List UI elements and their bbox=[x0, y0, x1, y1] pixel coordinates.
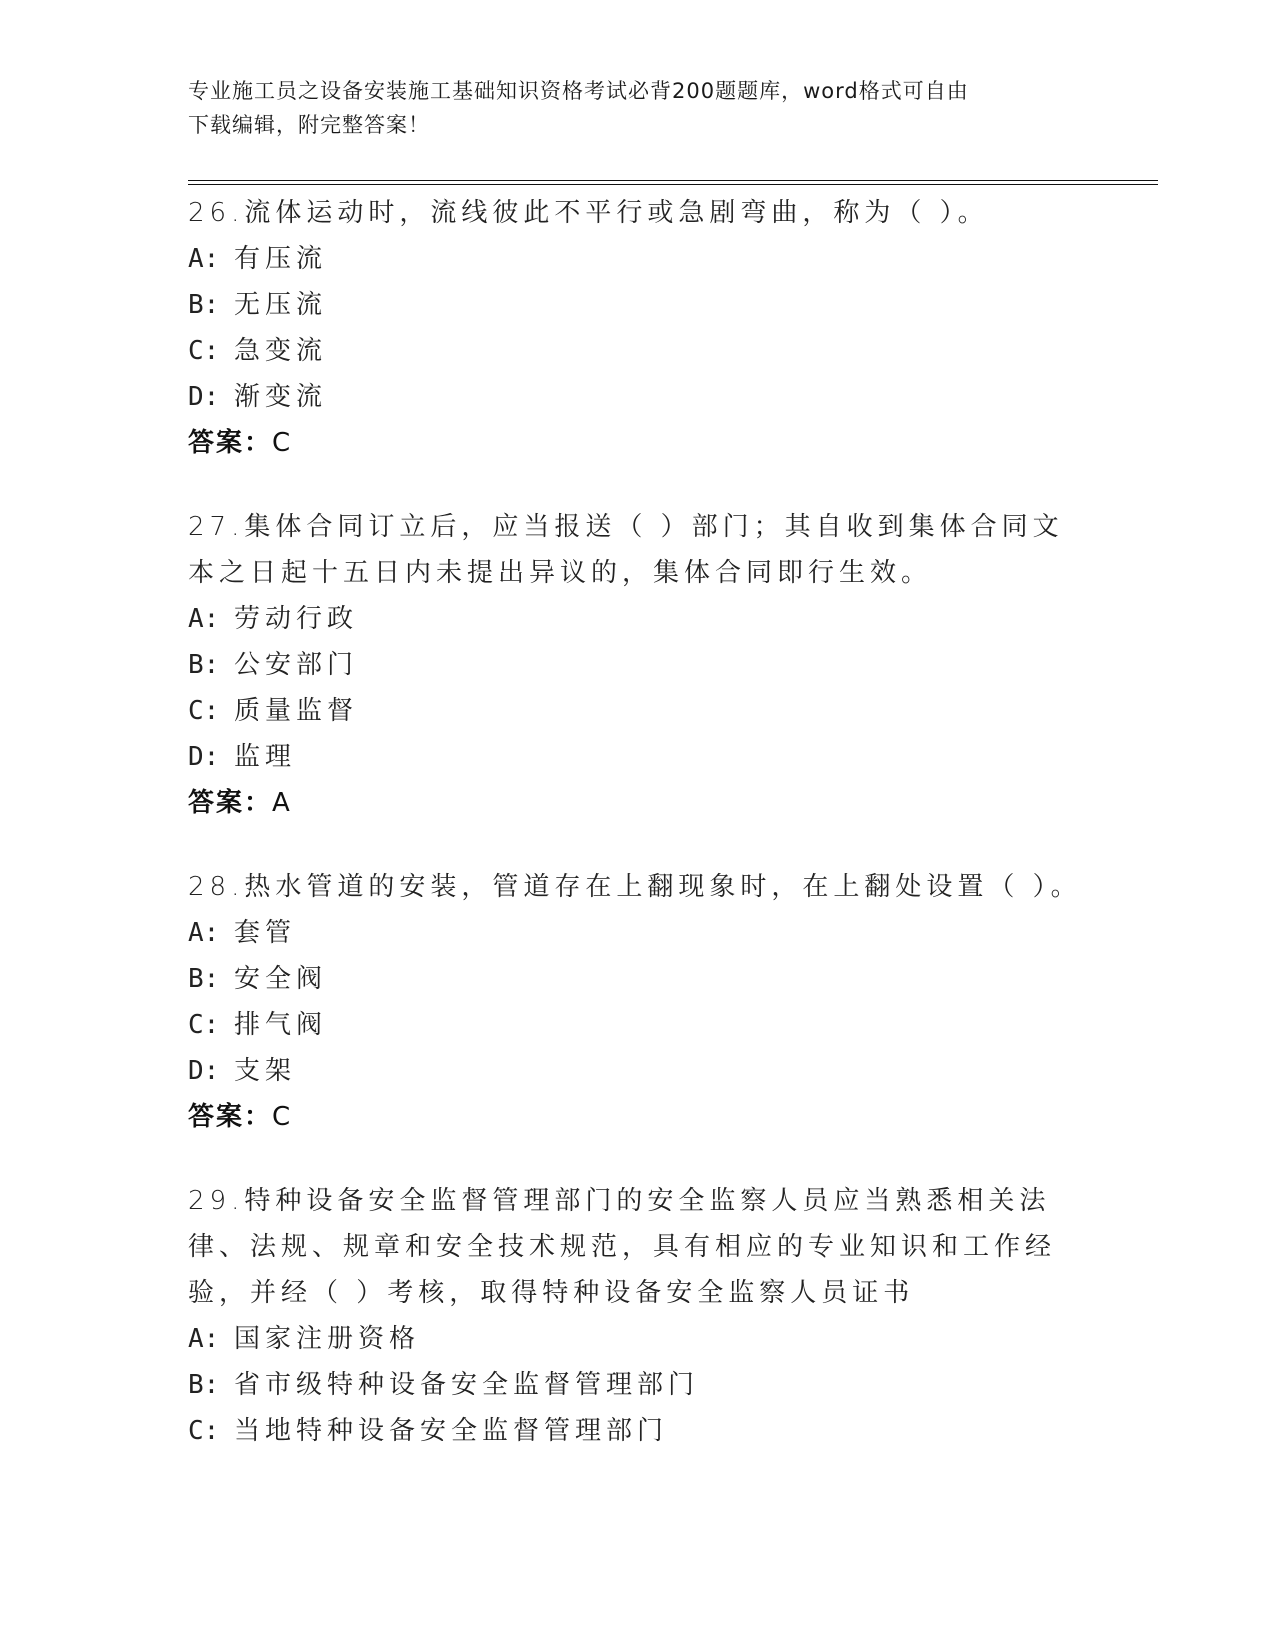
answer-label: 答案： bbox=[188, 428, 273, 458]
option-text: 安全阀 bbox=[234, 964, 328, 994]
option-text: 当地特种设备安全监督管理部门 bbox=[234, 1416, 669, 1446]
answer-label: 答案： bbox=[188, 1102, 273, 1132]
option-letter: D: bbox=[188, 742, 220, 772]
option-letter: C: bbox=[188, 1010, 220, 1040]
question-text: 28.热水管道的安装，管道存在上翻现象时，在上翻处设置（ ）。 bbox=[188, 872, 1082, 902]
option-letter: B: bbox=[188, 964, 220, 994]
option-text: 公安部门 bbox=[234, 650, 359, 680]
document-header bbox=[188, 74, 1088, 142]
option-d bbox=[188, 1048, 1088, 1094]
option-b bbox=[188, 1362, 1088, 1408]
question-list bbox=[188, 190, 1088, 1492]
option-letter: C: bbox=[188, 1416, 220, 1446]
option-b bbox=[188, 956, 1088, 1002]
answer-line bbox=[188, 1094, 1088, 1140]
option-text: 渐变流 bbox=[234, 382, 328, 412]
option-c bbox=[188, 688, 1088, 734]
option-text: 国家注册资格 bbox=[234, 1324, 421, 1354]
question-29 bbox=[188, 1178, 1088, 1454]
question-26 bbox=[188, 190, 1088, 466]
option-letter: B: bbox=[188, 1370, 220, 1400]
option-d bbox=[188, 374, 1088, 420]
question-text: 26.流体运动时，流线彼此不平行或急剧弯曲，称为（ ）。 bbox=[188, 198, 989, 228]
option-text: 套管 bbox=[234, 918, 297, 948]
option-a bbox=[188, 596, 1088, 642]
option-letter: A: bbox=[188, 1324, 220, 1354]
answer-line bbox=[188, 420, 1088, 466]
option-text: 省市级特种设备安全监督管理部门 bbox=[234, 1370, 700, 1400]
option-letter: A: bbox=[188, 244, 220, 274]
option-text: 劳动行政 bbox=[234, 604, 359, 634]
header-line-2: 下载编辑，附完整答案！ bbox=[188, 113, 430, 137]
option-letter: A: bbox=[188, 604, 220, 634]
question-text: 27.集体合同订立后，应当报送（ ）部门；其自收到集体合同文本之日起十五日内未提出异议的，集体合同即行生效。 bbox=[188, 512, 1064, 588]
option-a bbox=[188, 236, 1088, 282]
option-letter: A: bbox=[188, 918, 220, 948]
header-divider-bottom bbox=[188, 184, 1158, 185]
question-text: 29.特种设备安全监督管理部门的安全监察人员应当熟悉相关法律、法规、规章和安全技术规范，具有相应的专业知识和工作经验，并经（ ）考核，取得特种设备安全监察人员证书 bbox=[188, 1186, 1057, 1308]
option-letter: B: bbox=[188, 650, 220, 680]
option-letter: D: bbox=[188, 1056, 220, 1086]
option-b bbox=[188, 642, 1088, 688]
option-text: 排气阀 bbox=[234, 1010, 328, 1040]
option-d bbox=[188, 734, 1088, 780]
option-letter: C: bbox=[188, 696, 220, 726]
option-letter: D: bbox=[188, 382, 220, 412]
header-line-1: 专业施工员之设备安装施工基础知识资格考试必背200题题库，word格式可自由 bbox=[188, 79, 969, 103]
answer-label: 答案： bbox=[188, 788, 273, 818]
answer-value: C bbox=[272, 1102, 293, 1132]
answer-line bbox=[188, 780, 1088, 826]
option-text: 支架 bbox=[234, 1056, 297, 1086]
answer-value: C bbox=[272, 428, 293, 458]
option-c bbox=[188, 328, 1088, 374]
option-text: 质量监督 bbox=[234, 696, 359, 726]
option-a bbox=[188, 910, 1088, 956]
question-27 bbox=[188, 504, 1088, 826]
header-divider-top bbox=[188, 180, 1158, 181]
option-text: 急变流 bbox=[234, 336, 328, 366]
answer-value: A bbox=[272, 788, 292, 818]
option-text: 无压流 bbox=[234, 290, 328, 320]
option-letter: C: bbox=[188, 336, 220, 366]
option-c bbox=[188, 1408, 1088, 1454]
option-text: 监理 bbox=[234, 742, 297, 772]
question-28 bbox=[188, 864, 1088, 1140]
option-b bbox=[188, 282, 1088, 328]
option-letter: B: bbox=[188, 290, 220, 320]
option-a bbox=[188, 1316, 1088, 1362]
option-text: 有压流 bbox=[234, 244, 328, 274]
option-c bbox=[188, 1002, 1088, 1048]
